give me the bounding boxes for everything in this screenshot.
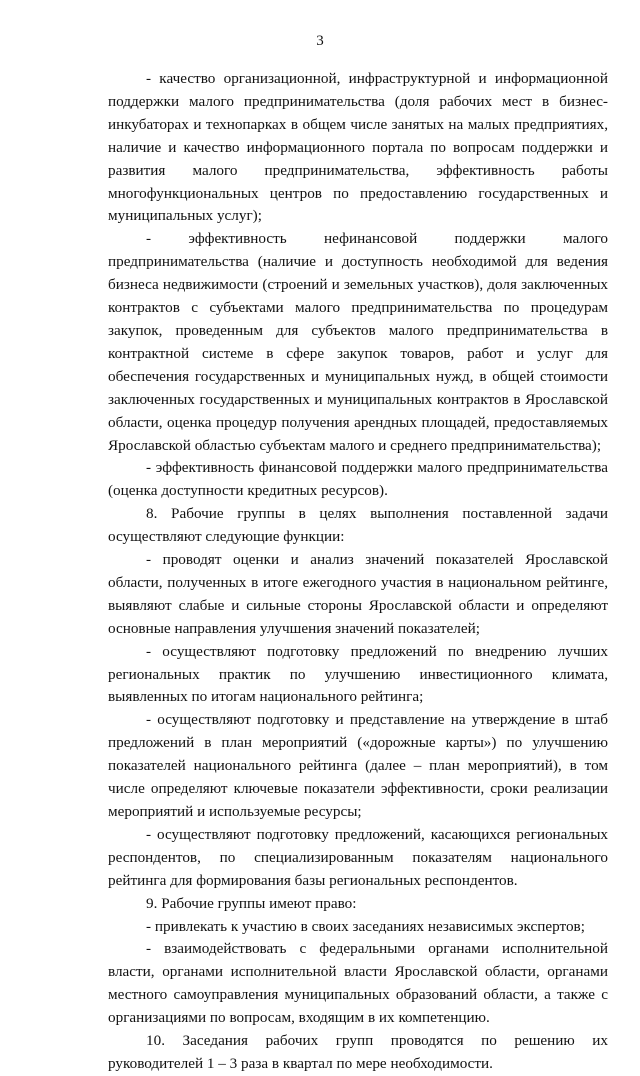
paragraph-item-9: 9. Рабочие группы имеют право: [146,894,357,912]
paragraph-roadmap: - осуществляют подготовку и представление на утверждение в штаб предложений в план мероприятий («дорожные карты») по улучшению показателей национального рейтинга (далее – план мероприятий), в том числе определяют ключевые показатели эффективности, сроки реализации мероприятий и используемые ресурсы; [108,711,608,820]
paragraph-interaction: - взаимодействовать с федеральными органами исполнительной власти, органами исполнительной власти Ярославской области, органами местного самоуправления муниципальных образований области, а также с организациями по вопросам, входящим в их компетенцию. [108,940,608,1027]
page-number: 3 [316,33,324,49]
paragraph-best-practices: - осуществляют подготовку предложений по внедрению лучших региональных практик по улучшению инвестиционного климата, выявленных по итогам национального рейтинга; [108,642,608,706]
paragraph-financial-support: - эффективность финансовой поддержки малого предпринимательства (оценка доступности кредитных ресурсов). [108,459,608,500]
paragraph-org-support-quality: - качество организационной, инфраструктурной и информационной поддержки малого предпринимательства (доля рабочих мест в бизнес-инкубаторах и технопарках в общем числе занятых на малых предприятиях, наличие и качество информационного портала по вопросам поддержки и развития малого предпринимательства, эффективность работы многофункциональных центров по предоставлению государственных и муниципальных услуг); [108,70,608,225]
paragraph-nonfinancial-support: - эффективность нефинансовой поддержки малого предпринимательства (наличие и доступность необходимой для ведения бизнеса недвижимости (строений и земельных участков), доля заключенных контрактов с субъектами малого предпринимательства по процедурам закупок, проведенным для субъектов малого предпринимательства в контрактной системе в сфере закупок товаров, работ и услуг для обеспечения государственных и муниципальных нужд, в общей стоимости заключенных государственных и муниципальных контрактов в Ярославской области, оценка процедур получения арендных площадей, предоставляемых Ярославской областью субъектам малого и среднего предпринимательства); [108,230,608,454]
paragraph-item-10: 10. Заседания рабочих групп проводятся по решению их руководителей 1 – 3 раза в квартал по мере необходимости. [108,1032,608,1072]
paragraph-experts: - привлекать к участию в своих заседаниях независимых экспертов; [146,917,585,935]
paragraph-item-8: 8. Рабочие группы в целях выполнения поставленной задачи осуществляют следующие функции: [108,505,608,546]
paragraph-analysis: - проводят оценки и анализ значений показателей Ярославской области, полученных в итоге ежегодного участия в национальном рейтинге, выявляют слабые и сильные стороны Ярославской области и определяют основные направления улучшения значений показателей; [108,551,608,637]
document-body [108,68,608,1076]
paragraph-respondents: - осуществляют подготовку предложений, касающихся региональных респондентов, по специализированным показателям национального рейтинга для формирования базы региональных респондентов. [108,825,608,889]
